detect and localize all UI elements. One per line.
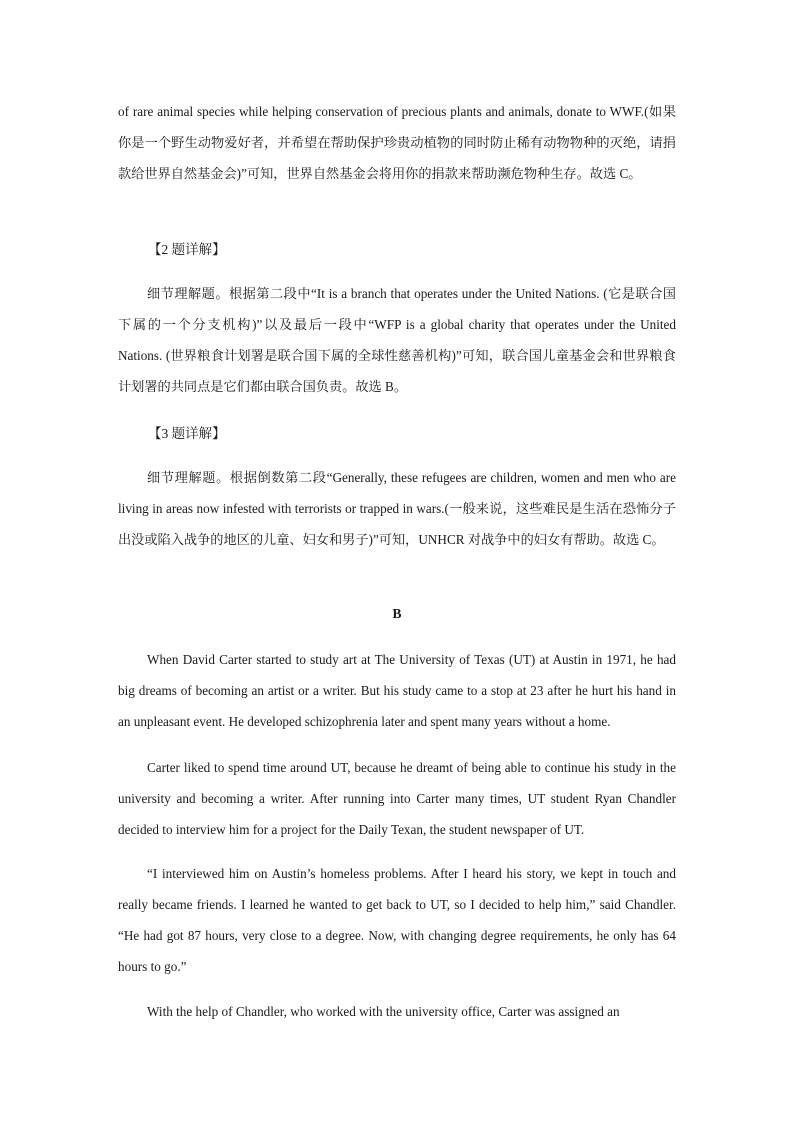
q2-explanation: 细节理解题。根据第二段中“It is a branch that operates under the United Nations. (它是联合国下属的一个分支机构)”以及最后一段中“WFP is a global charity that operates under the United Nations. (世界粮食计划署是联合国下属的全球性慈善机构)”可知，联合国儿童基金会和世界粮食计划署的共同点是它们都由联合国负责。故选 B。 [118,286,676,394]
q3-explanation: 细节理解题。根据倒数第二段“Generally, these refugees are children, women and men who are living in areas now infested with terrorists or trapped in wars.(一般来说，这些难民是生活在恐怖分子出没或陷入战争的地区的儿童、妇女和男子)”可知，UNHCR 对战争中的妇女有帮助。故选 C。 [118,470,676,547]
q2-heading: 【2 题详解】 [148,242,226,257]
passage-paragraph-2: Carter liked to spend time around UT, because he dreamt of being able to continue his study in the university and becoming a writer. After running into Carter many times, UT student Ryan Chandler decided to interview him for a project for the Daily Texan, the student newspaper of UT. [118,760,676,837]
passage-paragraph-3: “I interviewed him on Austin’s homeless problems. After I heard his story, we kept in touch and really became friends. I learned he wanted to get back to UT, so I decided to help him,” said Chandler. “He had got 87 hours, very close to a degree. Now, with changing degree requirements, he only has 64 hours to go.” [118,866,676,974]
explanation-q1-continued: of rare animal species while helping conservation of precious plants and animals, donate to WWF.(如果你是一个野生动物爱好者，并希望在帮助保护珍贵动植物的同时防止稀有动物物种的灭绝，请捐款给世界自然基金会)”可知，世界自然基金会将用你的捐款来帮助濒危物种生存。故选 C。 [118,104,676,181]
passage-paragraph-4: With the help of Chandler, who worked with the university office, Carter was assigned an [147,1004,620,1019]
section-title: B [392,606,402,621]
q3-heading: 【3 题详解】 [148,426,226,441]
passage-paragraph-1: When David Carter started to study art at The University of Texas (UT) at Austin in 1971, he had big dreams of becoming an artist or a writer. But his study came to a stop at 23 after he hurt his hand in an unpleasant event. He developed schizophrenia later and spent many years without a home. [118,652,676,729]
